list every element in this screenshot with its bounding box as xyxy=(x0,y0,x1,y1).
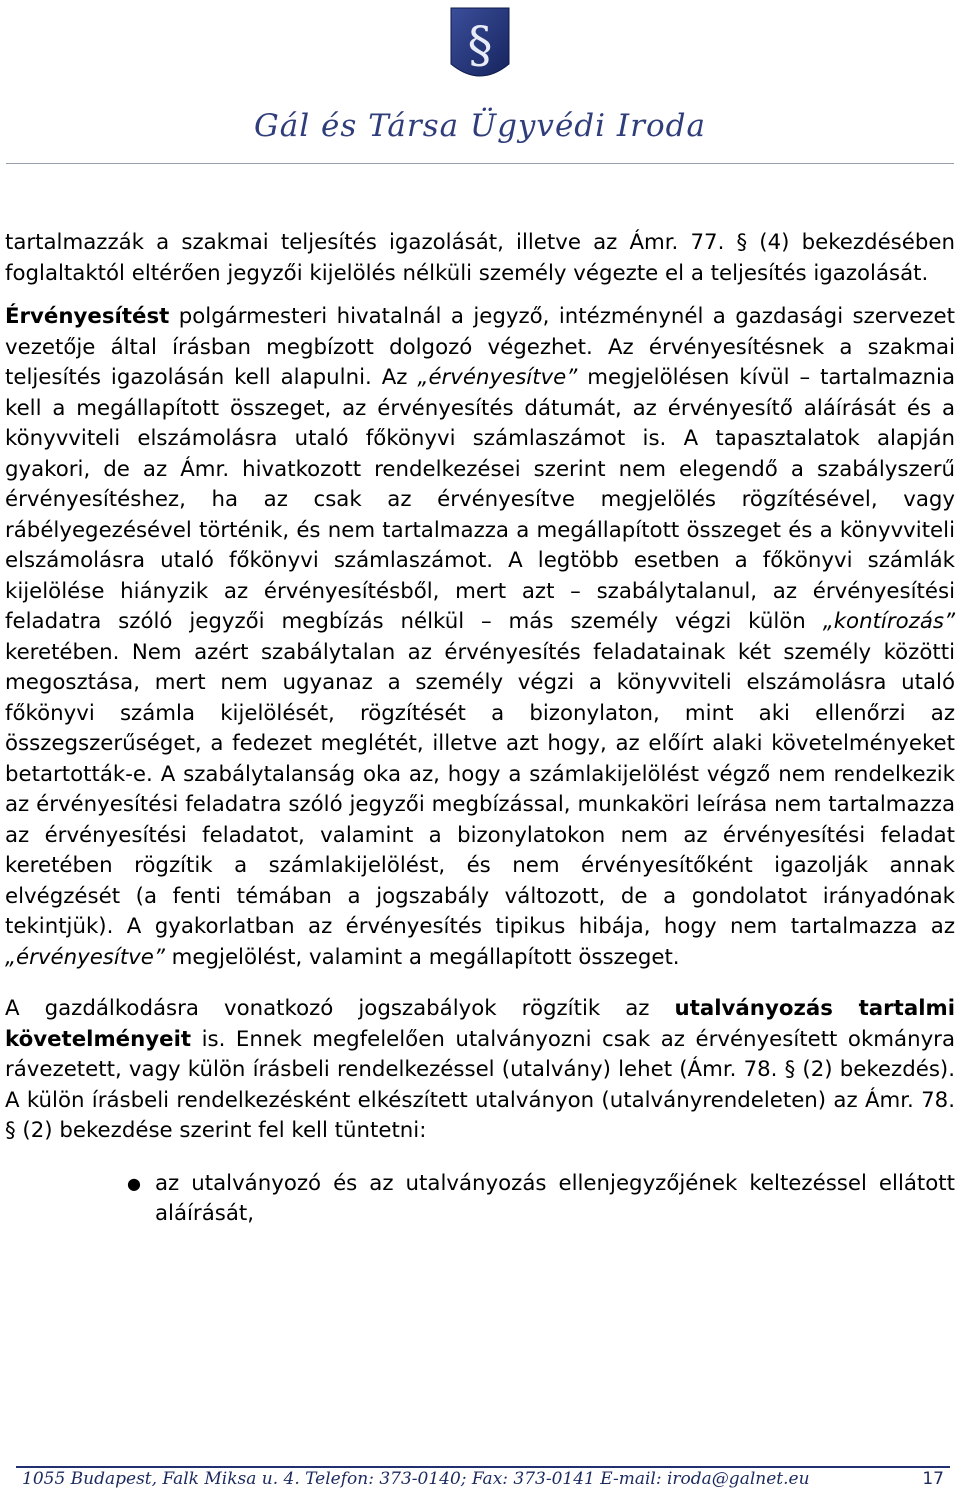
paragraph-3-text-2: is. Ennek megfelelően utalványozni csak az érvényesített okmányra rávezetett, vagy külön írásbeli rendelkezéssel (utalvány) lehet (Ámr. 78. § (2) bekezdés). A külön írásbeli rendelkezésként elkészített utalványon (utalványrendeleten) az Ámr. 78. § (2) bekezdése szerint fel kell tüntetni: xyxy=(5,1026,955,1143)
paragraph-2-text-2: megjelölésen kívül – tartalmaznia kell a megállapított összeget, az érvényesítés dátumát, az érvényesítő aláírását és a könyvviteli elszámolásra utaló főkönyvi számlaszámot is. A tapasztalatok alapján gyakori, de az Ámr. hivatkozott rendelkezései szerint nem elegendő a szabályszerű érvényesítéshez, ha az csak az érvényesítve megjelölés rögzítésével, vagy rábélyegezésével történik, és nem tartalmazza a megállapított összeget és a könyvviteli elszámolásra utaló főkönyvi számlaszámot. A legtöbb esetben a főkönyvi számlák kijelölése hiányzik az érvényesítésből, mert azt – szabálytalanul, az érvényesítési feladatra szóló jegyzői megbízás nélkül – más személy végzi külön xyxy=(5,365,955,634)
footer xyxy=(22,1469,950,1493)
term-kontirozas: „kontírozás” xyxy=(822,609,955,634)
footer-address: 1055 Budapest, Falk Miksa u. 4. Telefon: 373-0140; Fax: 373-0141 E-mail: iroda@galnet.eu xyxy=(22,1469,810,1489)
term-utalvanyozas: utalványozás tartalmi követelményeit xyxy=(5,996,956,1052)
firm-name: Gál és Társa Ügyvédi Iroda xyxy=(254,108,706,144)
bullet-list xyxy=(5,1169,955,1230)
list-item xyxy=(127,1169,955,1230)
document-body xyxy=(5,228,955,1230)
page-number: 17 xyxy=(922,1469,944,1489)
paragraph-2 xyxy=(5,302,955,973)
term-ervenyesitve-2: „érvényesítve” xyxy=(5,944,165,970)
header-divider xyxy=(6,163,954,164)
paragraph-1: tartalmazzák a szakmai teljesítés igazolását, illetve az Ámr. 77. § (4) bekezdésében foglaltaktól eltérően jegyzői kijelölés nélküli személy végezte el a teljesítés igazolását. xyxy=(5,230,955,286)
term-ervenyesitve: „érvényesítve” xyxy=(417,365,578,390)
paragraph-2-text-1: polgármesteri hivatalnál a jegyző, intézménynél a gazdasági szervezet vezetője által írásban megbízott dolgozó végezhet. Az érvényesítésnek a szakmai teljesítés igazolásán kell alapulni. Az xyxy=(5,304,955,390)
term-ervenyesitest: Érvényesítést xyxy=(5,304,170,329)
footer-divider xyxy=(16,1466,950,1468)
list-item-text: az utalványozó és az utalványozás ellenjegyzőjének keltezéssel ellátott aláírását, xyxy=(155,1170,955,1226)
paragraph-3 xyxy=(5,994,955,1147)
logo-section-glyph: § xyxy=(467,16,493,74)
bullet-icon: ● xyxy=(127,1173,141,1193)
paragraph-2-text-4: megjelölést, valamint a megállapított összeget. xyxy=(164,944,680,970)
section-sign-logo xyxy=(449,6,511,86)
paragraph-2-text-3: keretében. Nem azért szabálytalan az érvényesítés feladatainak két személy közötti megosztása, mert nem ugyanaz a személy végzi a könyvviteli elszámolásra utaló főkönyvi számla kijelölését, rögzítését a bizonylaton, mint aki ellenőrzi az összegszerűséget, a fedezet meglétét, illetve azt hogy, az előírt alaki követelményeket betartották-e. A szabálytalanság oka az, hogy a számlakijelölést végző nem rendelkezik az érvényesítési feladatra szóló jegyzői megbízással, munkaköri leírása nem tartalmazza az érvényesítési feladatot, valamint a bizonylatokon nem az érvényesítési feladat keretében rögzítik a számlakijelölést, és nem érvényesítőként igazolják annak elvégzését (a fenti témában a jogszabály változott, de a gondolatot irányadónak tekintjük). A gyakorlatban az érvényesítés tipikus hibája, hogy nem tartalmazza az xyxy=(5,639,955,939)
paragraph-3-text-1: A gazdálkodásra vonatkozó jogszabályok rögzítik az xyxy=(5,996,675,1021)
